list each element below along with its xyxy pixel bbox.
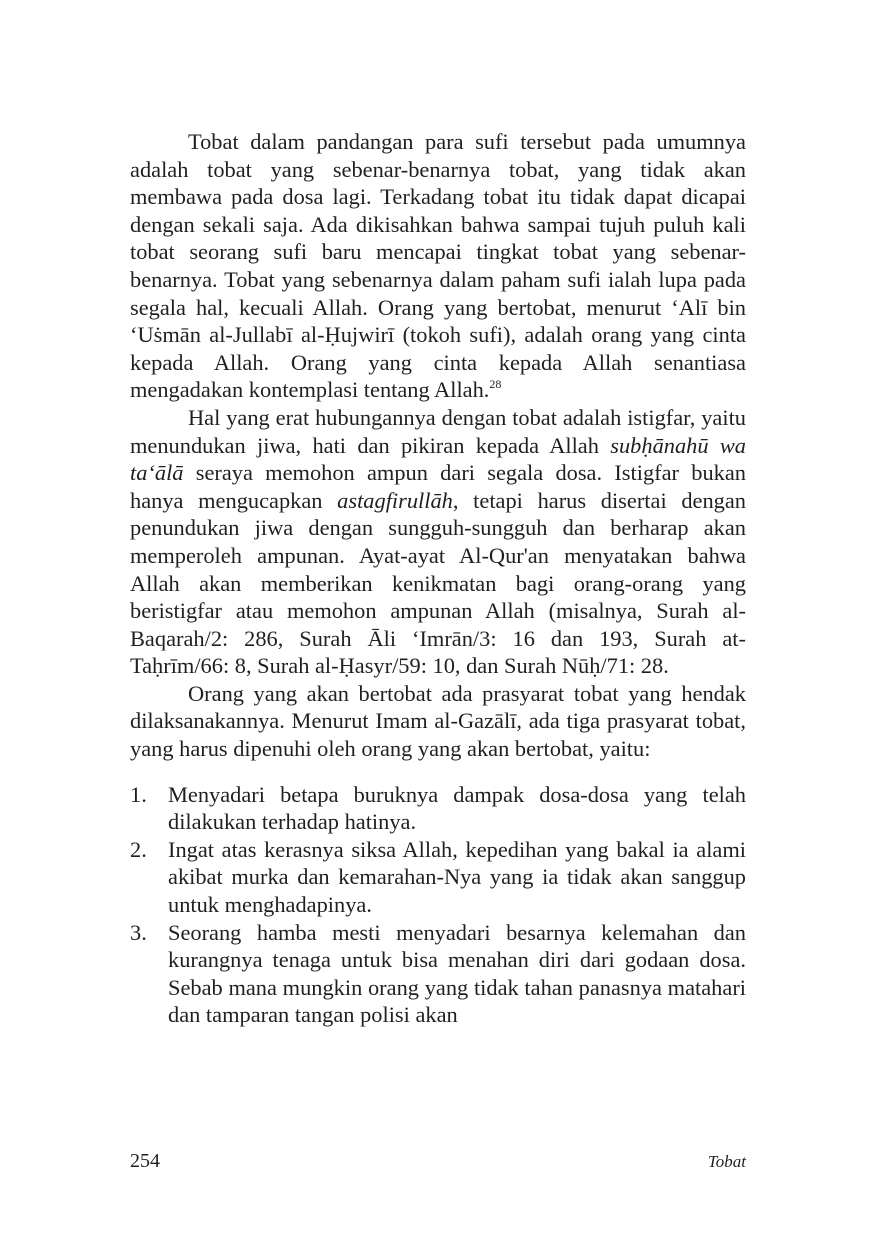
list-item xyxy=(130,919,746,1029)
page-number: 254 xyxy=(130,1150,160,1172)
italic-term: astagfirullāh xyxy=(337,487,453,513)
prasyarat-list xyxy=(130,781,746,1029)
list-number: 1. xyxy=(130,781,147,807)
list-item-text: Ingat atas kerasnya siksa Allah, kepedihan yang bakal ia alami akibat murka dan kemarahan-Nya yang ia tidak akan sanggup untuk menghadapinya. xyxy=(168,836,746,918)
paragraph-text: Hal yang erat hubungannya dengan tobat adalah istigfar, yaitu menundukan jiwa, hati dan pikiran kepada Allah xyxy=(130,404,746,458)
running-title: Tobat xyxy=(707,1152,746,1171)
body-text xyxy=(130,128,746,1029)
list-item xyxy=(130,781,746,836)
paragraph-tobat-sufi xyxy=(130,128,746,404)
paragraph-prasyarat xyxy=(130,680,746,763)
page-footer xyxy=(130,1150,746,1176)
list-item xyxy=(130,836,746,919)
paragraph-text: Orang yang akan bertobat ada prasyarat tobat yang hendak dilaksanakannya. Menurut Imam al-Gazālī, ada tiga prasyarat tobat, yang harus dipenuhi oleh orang yang akan bertobat, yaitu: xyxy=(130,680,746,762)
list-item-text: Seorang hamba mesti menyadari besarnya kelemahan dan kurangnya tenaga untuk bisa menahan diri dari godaan dosa. Sebab mana mungkin orang yang tidak tahan panasnya matahari dan tamparan tangan polisi akan xyxy=(168,919,746,1028)
paragraph-text: seraya memohon ampun dari segala dosa. Istigfar bukan hanya mengucapkan xyxy=(130,460,746,513)
italic-term: subḥānahū wa ta‘ālā xyxy=(130,432,746,486)
list-number: 2. xyxy=(130,836,147,862)
paragraph-istigfar xyxy=(130,404,746,680)
list-number: 3. xyxy=(130,919,147,945)
paragraph-text: Tobat dalam pandangan para sufi tersebut pada umumnya adalah tobat yang sebenar-benarnya tobat, yang tidak akan membawa pada dosa lagi. Terkadang tobat itu tidak dapat dicapai dengan sekali saja. Ada dikisahkan bahwa sampai tujuh puluh kali tobat seorang sufi baru mencapai tingkat tobat yang sebenar-benarnya. Tobat yang sebenarnya dalam paham sufi ialah lupa pada segala hal, kecuali Allah. Orang yang bertobat, menurut ‘Alī bin ‘Uṡmān al-Jullabī al-Ḥujwirī (tokoh sufi), adalah orang yang cinta kepada Allah. Orang yang cinta kepada Allah senantiasa mengadakan kontemplasi tentang Allah. xyxy=(130,129,746,403)
footnote-reference[interactable]: 28 xyxy=(489,377,502,392)
paragraph-text: , tetapi harus disertai dengan penundukan jiwa dengan sungguh-sungguh dan berharap akan memperoleh ampunan. Ayat-ayat Al-Qur'an menyatakan bahwa Allah akan memberikan kenikmatan bagi orang-orang yang beristigfar atau memohon ampunan Allah (misalnya, Surah al-Baqarah/2: 286, Surah Āli ‘Imrān/3: 16 dan 193, Surah at-Taḥrīm/66: 8, Surah al-Ḥasyr/59: 10, dan Surah Nūḥ/71: 28. xyxy=(130,487,746,679)
list-item-text: Menyadari betapa buruknya dampak dosa-dosa yang telah dilakukan terhadap hatinya. xyxy=(168,781,746,835)
